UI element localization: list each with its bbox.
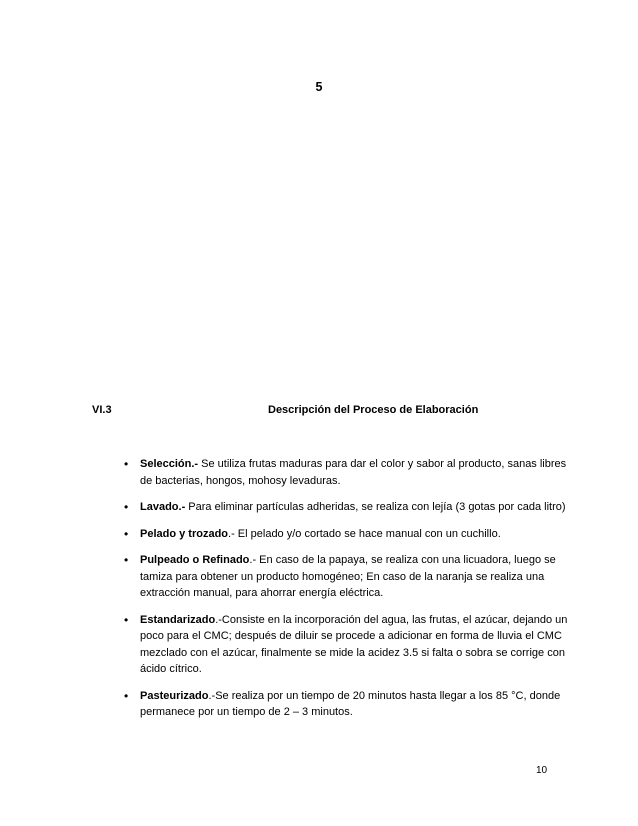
- step-text: Se utiliza frutas maduras para dar el color y sabor al producto, sanas libres de bacterias, hongos, mohosy levaduras.: [140, 458, 567, 487]
- step-term: Pulpeado o Refinado: [140, 554, 250, 566]
- step-term: Pelado y trozado: [140, 527, 229, 540]
- step-term: Selección.-: [140, 458, 199, 470]
- bullet-icon: •: [124, 500, 129, 514]
- step-text: .- En caso de la papaya, se realiza con una licuadora, luego se tamiza para obtener un producto homogéneo; En caso de la naranja se realiza una extracción manual, para ahorrar energía eléctrica.: [140, 554, 556, 599]
- process-steps-list: [120, 456, 570, 731]
- bullet-icon: •: [124, 612, 129, 627]
- step-text: .-Consiste en la incorporación del agua, las frutas, el azúcar, dejando un poco para el CMC; después de diluir se procede a adicionar en forma de lluvia el CMC mezclado con el azúcar, finalmente se mide la acidez 3.5 si falta o sobra se corrige con ácido cítrico.: [140, 613, 568, 675]
- step-text: .-Se realiza por un tiempo de 20 minutos hasta llegar a los 85 °C, donde permanece por un tiempo de 2 – 3 minutos.: [140, 689, 561, 718]
- list-item-seleccion: [120, 456, 570, 489]
- bullet-icon: •: [124, 526, 129, 541]
- list-item-pasteurizado: [120, 688, 570, 721]
- list-item-pulpeado: [120, 552, 570, 602]
- step-term: Estandarizado: [140, 613, 216, 626]
- bullet-icon: •: [124, 688, 129, 703]
- section-title: Descripción del Proceso de Elaboración: [268, 404, 479, 416]
- footer-page-number: 10: [536, 765, 548, 776]
- step-term: Lavado.-: [140, 501, 186, 513]
- bullet-icon: •: [124, 457, 129, 471]
- list-item-pelado: [120, 526, 570, 543]
- section-heading: [92, 404, 562, 420]
- list-item-lavado: [120, 499, 570, 516]
- top-page-marker: 5: [315, 80, 323, 94]
- bullet-icon: •: [124, 553, 129, 567]
- list-item-estandarizado: [120, 612, 570, 678]
- step-text: Para eliminar partículas adheridas, se realiza con lejía (3 gotas por cada litro): [185, 501, 566, 513]
- section-number: VI.3: [92, 404, 112, 416]
- step-term: Pasteurizado: [140, 689, 209, 702]
- step-text: .- El pelado y/o cortado se hace manual con un cuchillo.: [228, 527, 501, 540]
